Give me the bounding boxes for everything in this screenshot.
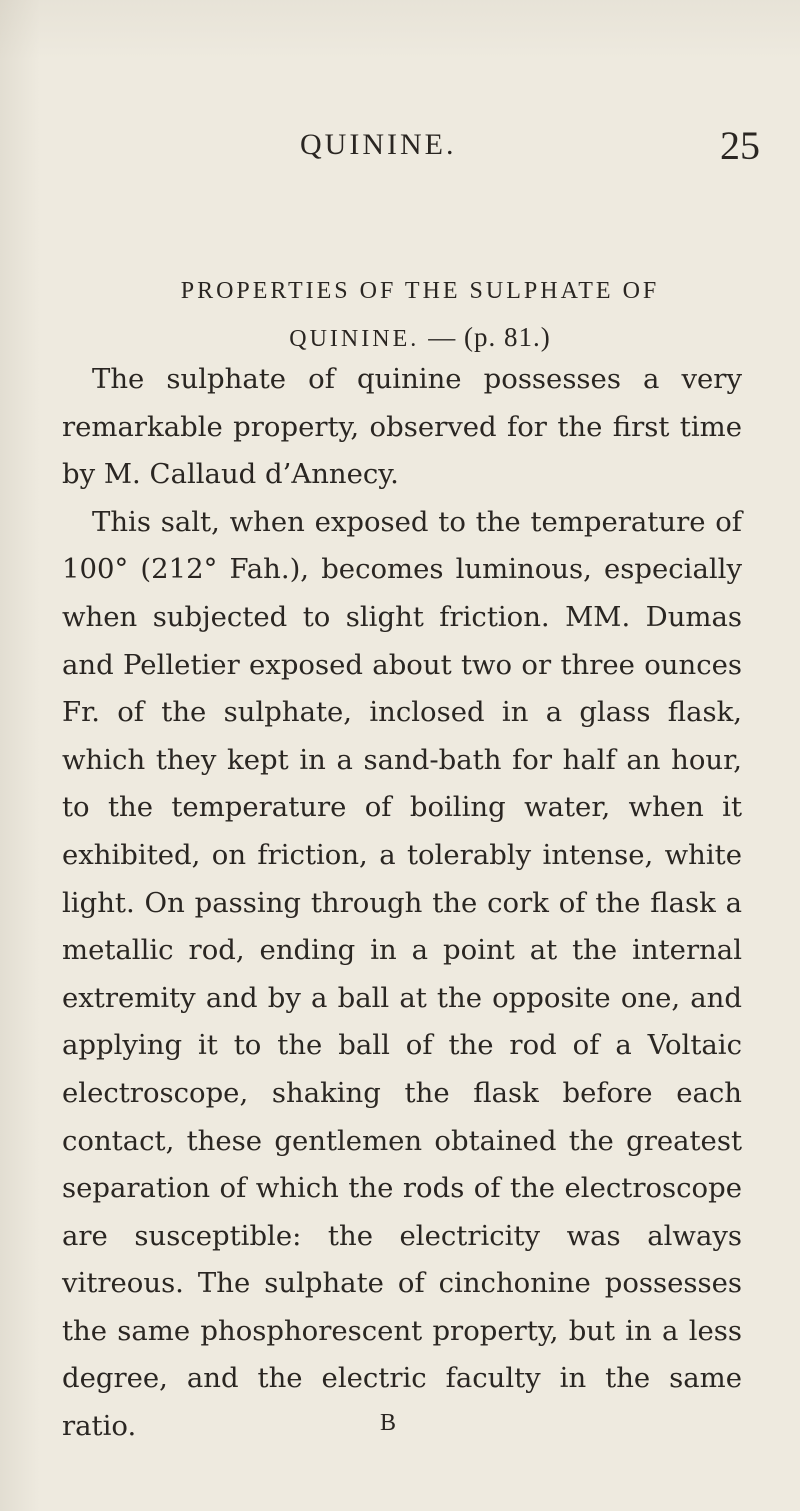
section-heading-line-2 [60,314,780,362]
paragraph-experiment: This salt, when exposed to the temperature of 100° (212° Fah.), becomes luminous, especially when subjected to slight friction. MM. Dumas and Pelletier exposed about two or three ounces Fr. of the sulphate, inclosed in a glass flask, which they kept in a sand-bath for half an hour, to the temperature of boiling water, when it exhibited, on friction, a tolerably intense, white light. On passing through the cork of the flask a metallic rod, ending in a point at the internal extremity and by a ball at the opposite one, and applying it to the ball of the rod of a Voltaic electroscope, shaking the flask before each contact, these gentlemen obtained the greatest separation of which the rods of the electroscope are susceptible: the electricity was always vitreous. The sulphate of cinchonine possesses the same phosphorescent property, but in a less degree, and the electric faculty in the same ratio. [62,505,742,1443]
body-text [62,356,742,1451]
page-number: 25 [720,123,760,168]
section-heading [60,268,780,362]
section-heading-line-1: PROPERTIES OF THE SULPHATE OF [180,278,660,304]
paragraph-intro: The sulphate of quinine possesses a very remarkable property, observed for the first time by M. Callaud d’Annecy. [62,363,742,491]
signature-mark: B [380,1410,397,1436]
section-heading-word: QUININE. [289,326,420,352]
section-page-reference: — (p. 81.) [428,322,551,352]
running-header: QUININE. [300,128,457,161]
